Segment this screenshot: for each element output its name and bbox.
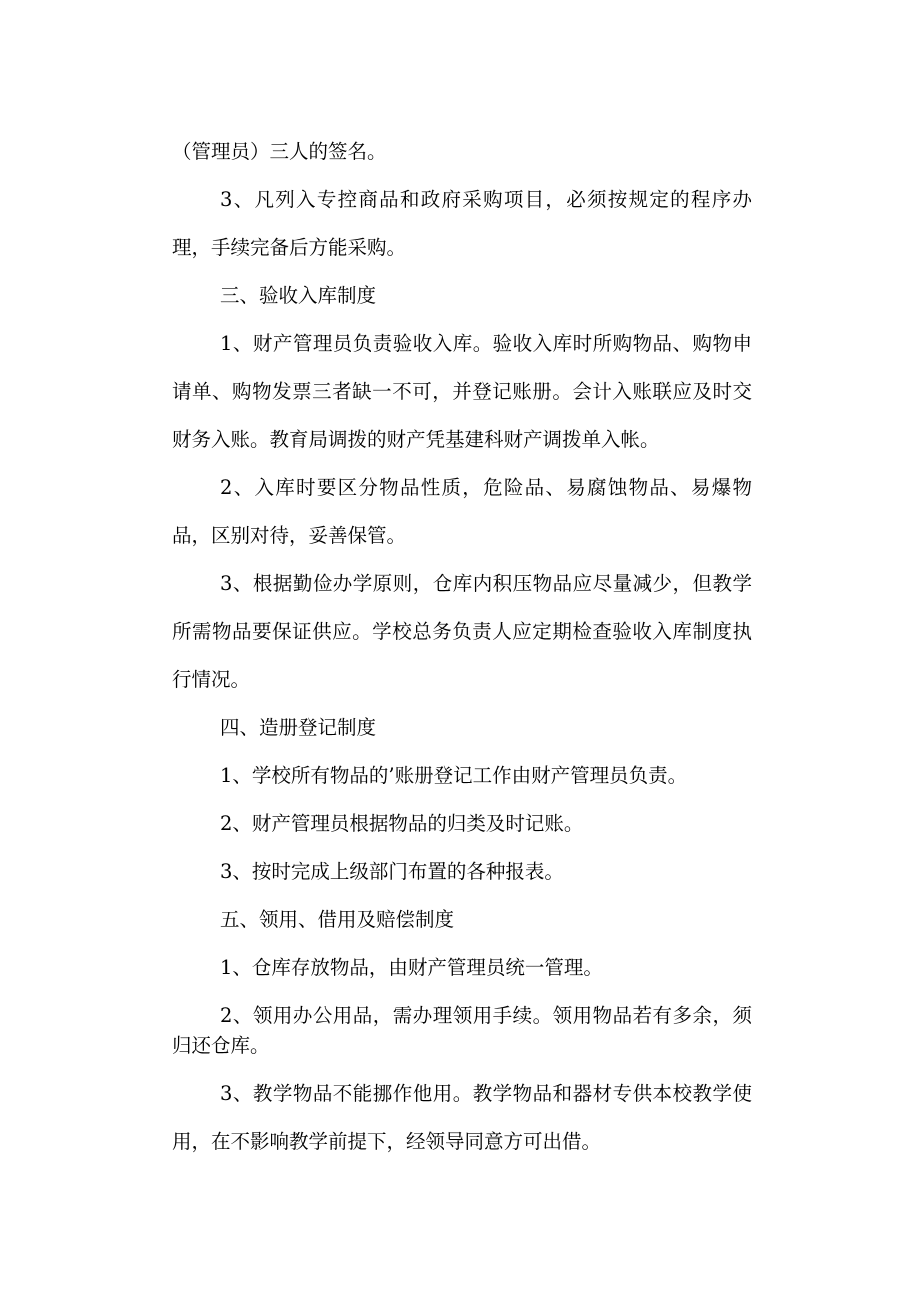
- document-body: [172, 128, 752, 1166]
- section-heading-registration: 四、造册登记制度: [220, 716, 377, 739]
- paragraph-item-registration-2: 2、财产管理员根据物品的归类及时记账。: [220, 812, 584, 835]
- paragraph-item-borrowing-1: 1、仓库存放物品，由财产管理员统一管理。: [220, 956, 603, 979]
- paragraph-item-procurement-3: 3、凡列入专控商品和政府采购项目，必须按规定的程序办理，手续完备后方能采购。: [172, 188, 752, 259]
- section-heading-acceptance: 三、验收入库制度: [220, 284, 377, 307]
- paragraph-item-acceptance-3: 3、根据勤俭办学原则，仓库内积压物品应尽量减少，但教学所需物品要保证供应。学校总务负责人应定期检查验收入库制度执行情况。: [172, 572, 752, 691]
- paragraph-item-registration-3: 3、按时完成上级部门布置的各种报表。: [220, 860, 564, 883]
- paragraph-item-acceptance-1: 1、财产管理员负责验收入库。验收入库时所购物品、购物申请单、购物发票三者缺一不可，并登记账册。会计入账联应及时交财务入账。教育局调拨的财产凭基建科财产调拨单入帐。: [172, 332, 752, 451]
- paragraph-item-registration-1: 1、学校所有物品的’账册登记工作由财产管理员负责。: [220, 764, 688, 787]
- paragraph-item-borrowing-2: 2、领用办公用品，需办理领用手续。领用物品若有多余，须归还仓库。: [172, 1004, 752, 1057]
- section-heading-borrowing: 五、领用、借用及赔偿制度: [220, 908, 455, 931]
- paragraph-item-borrowing-3: 3、教学物品不能挪作他用。教学物品和器材专供本校教学使用，在不影响教学前提下，经领导同意方可出借。: [172, 1082, 752, 1153]
- paragraph-continuation: （管理员）三人的签名。: [172, 140, 387, 163]
- paragraph-item-acceptance-2: 2、入库时要区分物品性质，危险品、易腐蚀物品、易爆物品，区别对待，妥善保管。: [172, 476, 752, 547]
